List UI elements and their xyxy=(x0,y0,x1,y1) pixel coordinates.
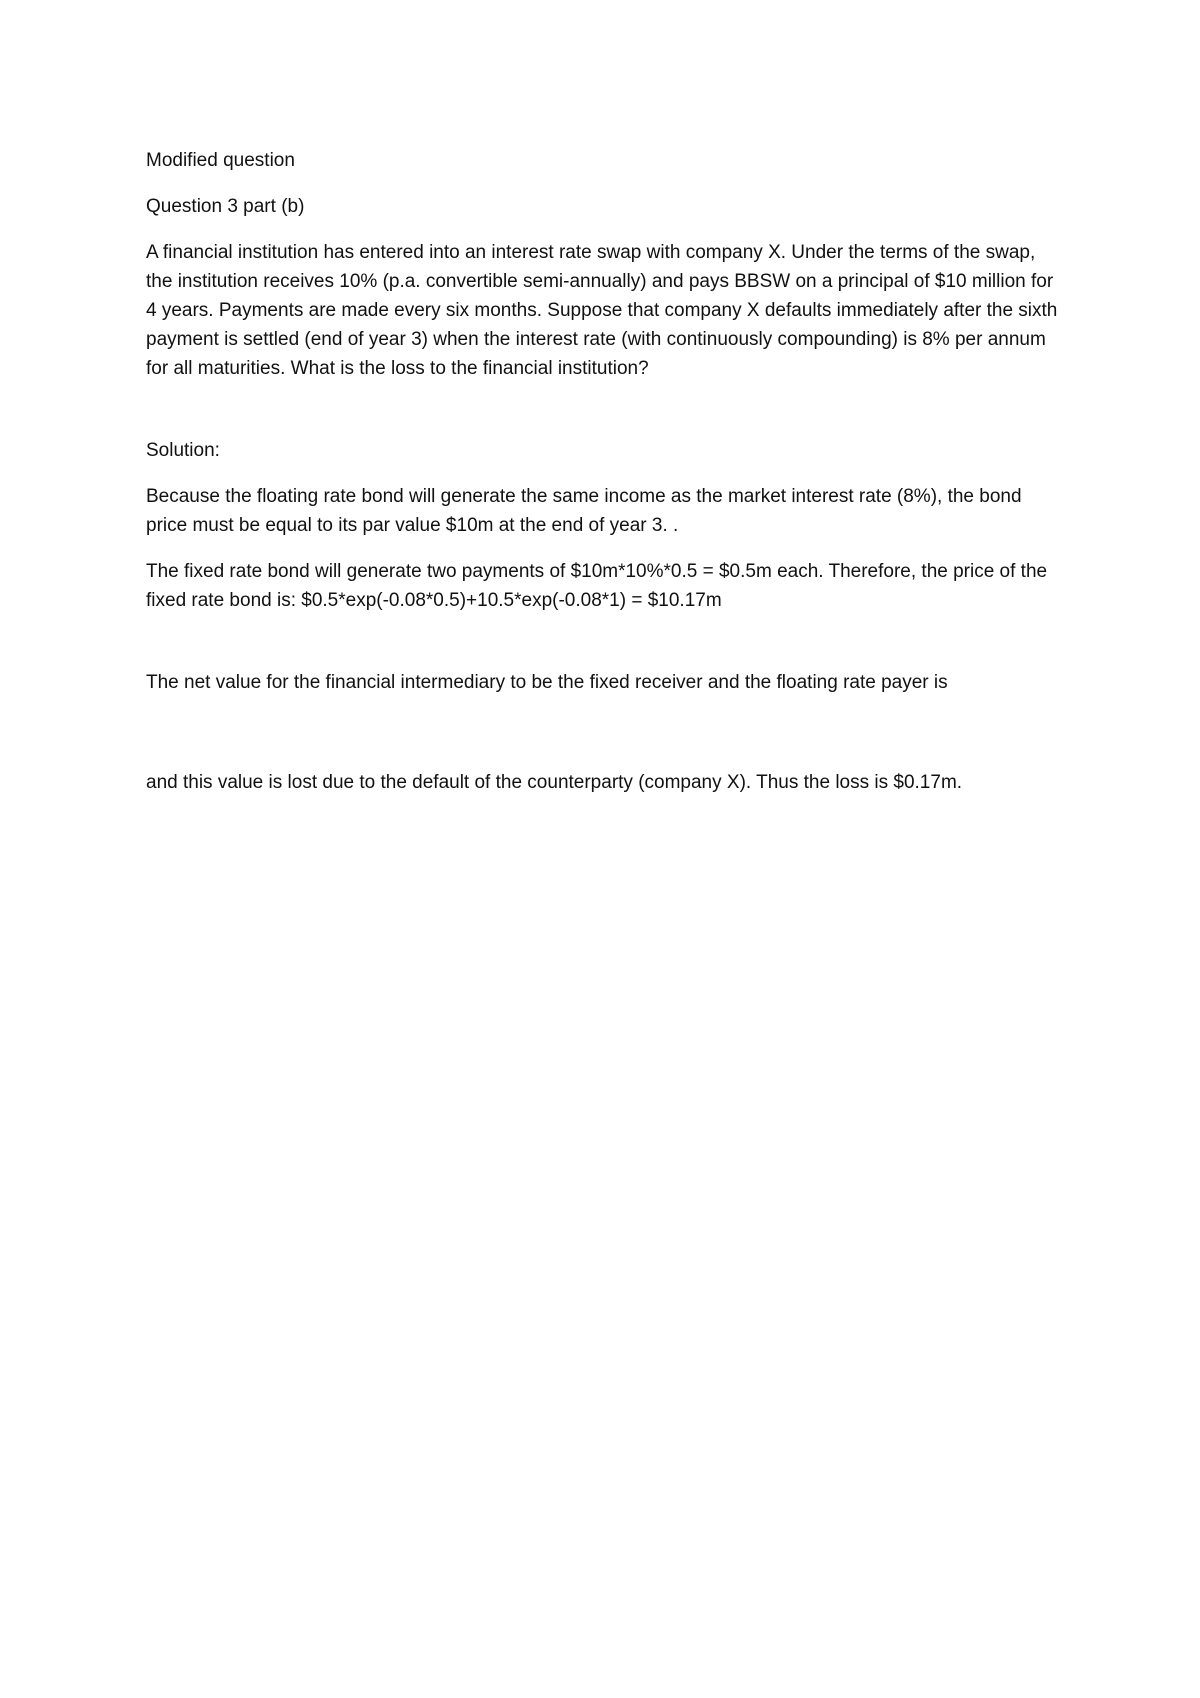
solution-conclusion-paragraph: and this value is lost due to the default of the counterparty (company X). Thus the loss is $0.17m. xyxy=(146,772,963,793)
spacer xyxy=(146,400,1066,436)
solution-net-value-paragraph: The net value for the financial intermediary to be the fixed receiver and the floating rate payer is xyxy=(146,672,948,693)
solution-floating-paragraph: Because the floating rate bond will generate the same income as the market interest rate (8%), the bond price must be equal to its par value $10m at the end of year 3. . xyxy=(146,486,1022,536)
formula-blank-space xyxy=(146,714,1066,768)
spacer xyxy=(146,632,1066,668)
question-text: A financial institution has entered into an interest rate swap with company X. Under the terms of the swap, the institution receives 10% (p.a. convertible semi-annually) and pays BBSW on a principal of $10 million for 4 years. Payments are made every six months. Suppose that company X defaults immediately after the sixth payment is settled (end of year 3) when the interest rate (with continuously compounding) is 8% per annum for all maturities. What is the loss to the financial institution? xyxy=(146,242,1058,379)
solution-fixed-paragraph: The fixed rate bond will generate two payments of $10m*10%*0.5 = $0.5m each. Therefore, the price of the fixed rate bond is: $0.5*exp(-0.08*0.5)+10.5*exp(-0.08*1) = $10.17m xyxy=(146,561,1048,611)
question-label: Question 3 part (b) xyxy=(146,196,305,217)
document-heading: Modified question xyxy=(146,150,295,171)
solution-label: Solution: xyxy=(146,440,220,461)
document-body xyxy=(146,146,1066,814)
